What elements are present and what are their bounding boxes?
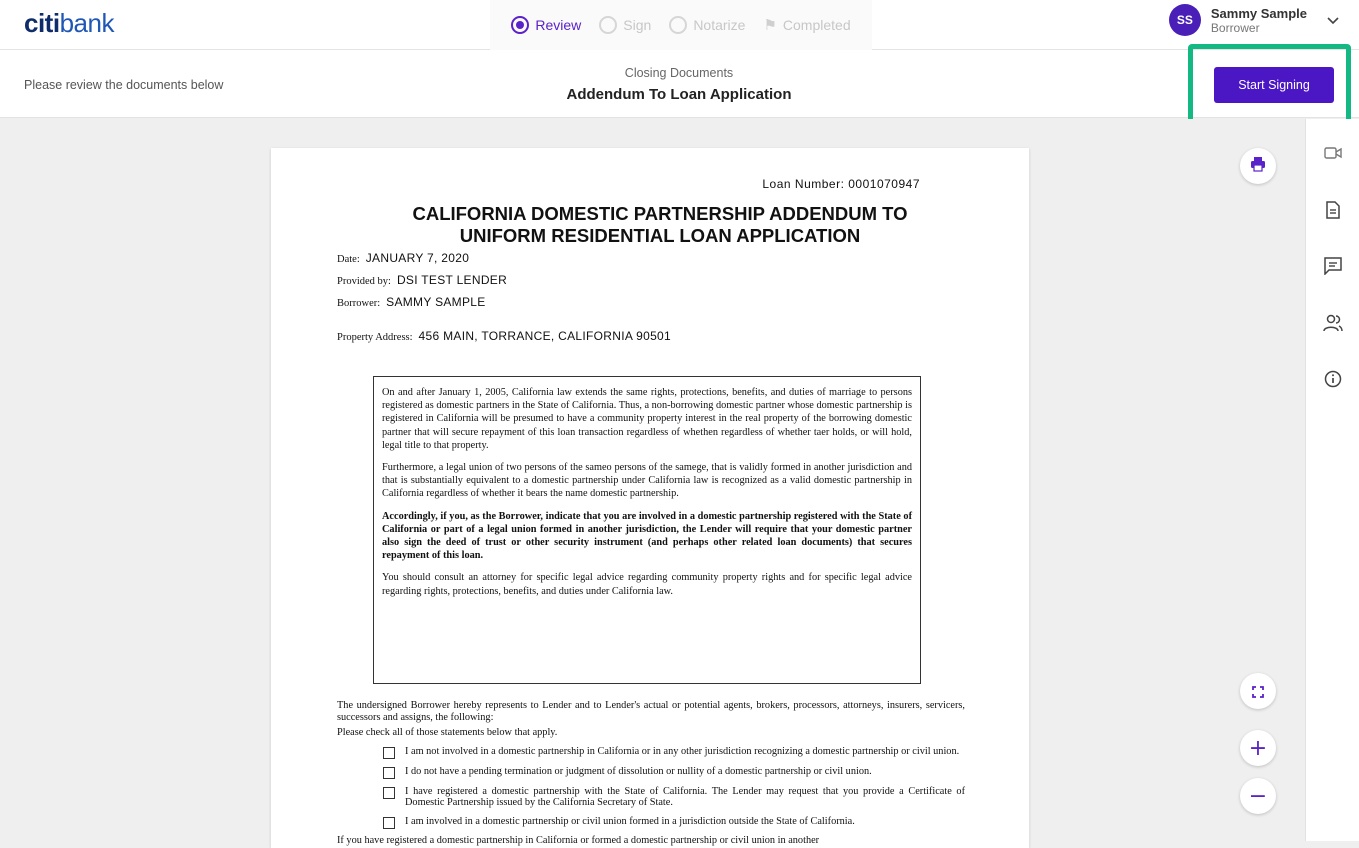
zoom-in-button[interactable] xyxy=(1240,730,1276,766)
step-label: Sign xyxy=(623,17,652,33)
start-signing-button[interactable]: Start Signing xyxy=(1214,67,1334,103)
document-title: Addendum To Loan Application xyxy=(566,86,792,103)
checkbox[interactable] xyxy=(383,787,395,799)
step-label: Notarize xyxy=(693,17,746,33)
title-line-2: UNIFORM RESIDENTIAL LOAN APPLICATION xyxy=(459,225,861,246)
date-field xyxy=(337,251,469,265)
statement-text: I am involved in a domestic partnership or civil union formed in a jurisdiction outside the State of California. xyxy=(405,815,855,827)
field-value: 456 MAIN, TORRANCE, CALIFORNIA 90501 xyxy=(418,329,671,343)
representations-section xyxy=(337,700,965,846)
user-menu[interactable] xyxy=(1169,4,1339,36)
review-hint: Please review the documents below xyxy=(24,78,224,92)
video-icon[interactable] xyxy=(1323,143,1343,163)
field-value: SAMMY SAMPLE xyxy=(386,295,486,309)
avatar: SS xyxy=(1169,4,1201,36)
document-icon[interactable] xyxy=(1323,200,1343,220)
minus-icon: − xyxy=(1248,783,1268,809)
field-label: Property Address: xyxy=(337,332,413,343)
info-icon[interactable] xyxy=(1323,369,1343,389)
field-value: JANUARY 7, 2020 xyxy=(365,251,470,265)
loan-number: Loan Number: 0001070947 xyxy=(762,177,920,191)
sub-header xyxy=(0,50,1359,118)
truncated-text: If you have registered a domestic partnership in California or formed a domestic partnership or civil union in another xyxy=(337,834,820,846)
step-label: Completed xyxy=(782,17,851,33)
zoom-out-button[interactable] xyxy=(1240,778,1276,814)
chevron-down-icon[interactable] xyxy=(1327,12,1339,28)
field-label: Date: xyxy=(337,254,360,265)
top-bar xyxy=(0,0,1359,50)
document-viewer[interactable] xyxy=(0,119,1305,846)
document-page xyxy=(271,148,1029,848)
printer-icon xyxy=(1250,156,1266,177)
document-heading xyxy=(479,66,879,103)
comment-icon[interactable] xyxy=(1323,256,1343,276)
radio-icon xyxy=(669,16,687,34)
flag-icon: ⚑ xyxy=(763,17,777,34)
radio-icon xyxy=(511,16,529,34)
borrower-field xyxy=(337,295,486,309)
checkbox[interactable] xyxy=(383,747,395,759)
checkbox[interactable] xyxy=(383,767,395,779)
user-role: Borrower xyxy=(1210,20,1260,35)
field-label: Provided by: xyxy=(337,276,391,287)
step-label: Review xyxy=(535,17,582,33)
document-kicker: Closing Documents xyxy=(624,66,734,80)
progress-steps xyxy=(490,0,872,50)
statement-text: I do not have a pending termination or judgment of dissolution or nullity of a domestic partnership or civil union. xyxy=(405,765,872,777)
participants-icon[interactable] xyxy=(1323,313,1343,333)
disclosure-paragraph: On and after January 1, 2005, California law extends the same rights, protections, benefits, and duties of marriage to persons registered as domestic partners in the State of California. Thus, a non-borrowing domestic partner whose domestic partnership is registered in California will be presumed to have a community property interest in the real property of the borrowing domestic partner that will secure repayment of this loan transaction regardless of whethen regardless of whether taer holds, or will hold, legal title to that property. xyxy=(382,387,912,451)
checkbox[interactable] xyxy=(383,817,395,829)
title-line-1: CALIFORNIA DOMESTIC PARTNERSHIP ADDENDUM TO xyxy=(412,203,908,224)
radio-icon xyxy=(599,16,617,34)
field-value: DSI TEST LENDER xyxy=(396,273,508,287)
property-address-field xyxy=(337,329,671,343)
start-signing-highlight xyxy=(1188,44,1351,125)
disclosure-paragraph: You should consult an attorney for specific legal advice regarding community property rights and for specific legal advice regarding rights, protections, benefits, and duties under California law. xyxy=(382,572,912,597)
fullscreen-icon xyxy=(1252,679,1264,704)
print-button[interactable] xyxy=(1240,148,1276,184)
disclosure-paragraph: Furthermore, a legal union of two persons of the sameo persons of the samege, that is validly formed in another jurisdiction and that is substantially equivalent to a domestic partnership under California law is recognized as a valid domestic partnership in California regardless of whether it bears the name domestic partnership. xyxy=(382,462,912,500)
logo-bank: bank xyxy=(59,8,114,38)
step-notarize[interactable] xyxy=(669,16,745,34)
field-label: Borrower: xyxy=(337,298,381,309)
user-name: Sammy Sample xyxy=(1210,5,1307,21)
plus-icon: + xyxy=(1248,735,1268,761)
disclosure-paragraph-bold: Accordingly, if you, as the Borrower, indicate that you are involved in a domestic partnership registered with the State of California or part of a legal union formed in another jurisdiction, the Lender will require that your domestic partner also sign the deed of trust or other security instrument (and perhaps other related loan documents) that secures repayment of this loan. xyxy=(382,510,912,562)
step-review[interactable] xyxy=(511,16,581,34)
statement-row xyxy=(383,746,965,759)
statement-row xyxy=(383,786,965,809)
statement-text: I am not involved in a domestic partnership in California or in any other jurisdiction recognizing a domestic partnership or civil union. xyxy=(405,745,960,757)
right-rail xyxy=(1305,119,1359,841)
step-sign[interactable] xyxy=(599,16,651,34)
document-page-title xyxy=(271,203,1029,247)
provided-by-field xyxy=(337,273,507,287)
statement-text: I have registered a domestic partnership with the State of California. The Lender may request that you provide a Certificate of Domestic Partnership issued by the California Secretary of State. xyxy=(405,785,965,808)
statement-row xyxy=(383,816,965,829)
fullscreen-button[interactable] xyxy=(1240,673,1276,709)
citibank-logo[interactable] xyxy=(24,8,114,39)
logo-citi: citi xyxy=(24,8,60,38)
step-completed[interactable] xyxy=(763,16,850,34)
represents-text: The undersigned Borrower hereby represents to Lender and to Lender's actual or potential agents, brokers, processors, attorneys, insurers, servicers, successors and assigns, the following: xyxy=(337,700,965,723)
check-all-text: Please check all of those statements below that apply. xyxy=(337,727,558,738)
statement-row xyxy=(383,766,965,779)
disclosure-box xyxy=(373,376,921,684)
